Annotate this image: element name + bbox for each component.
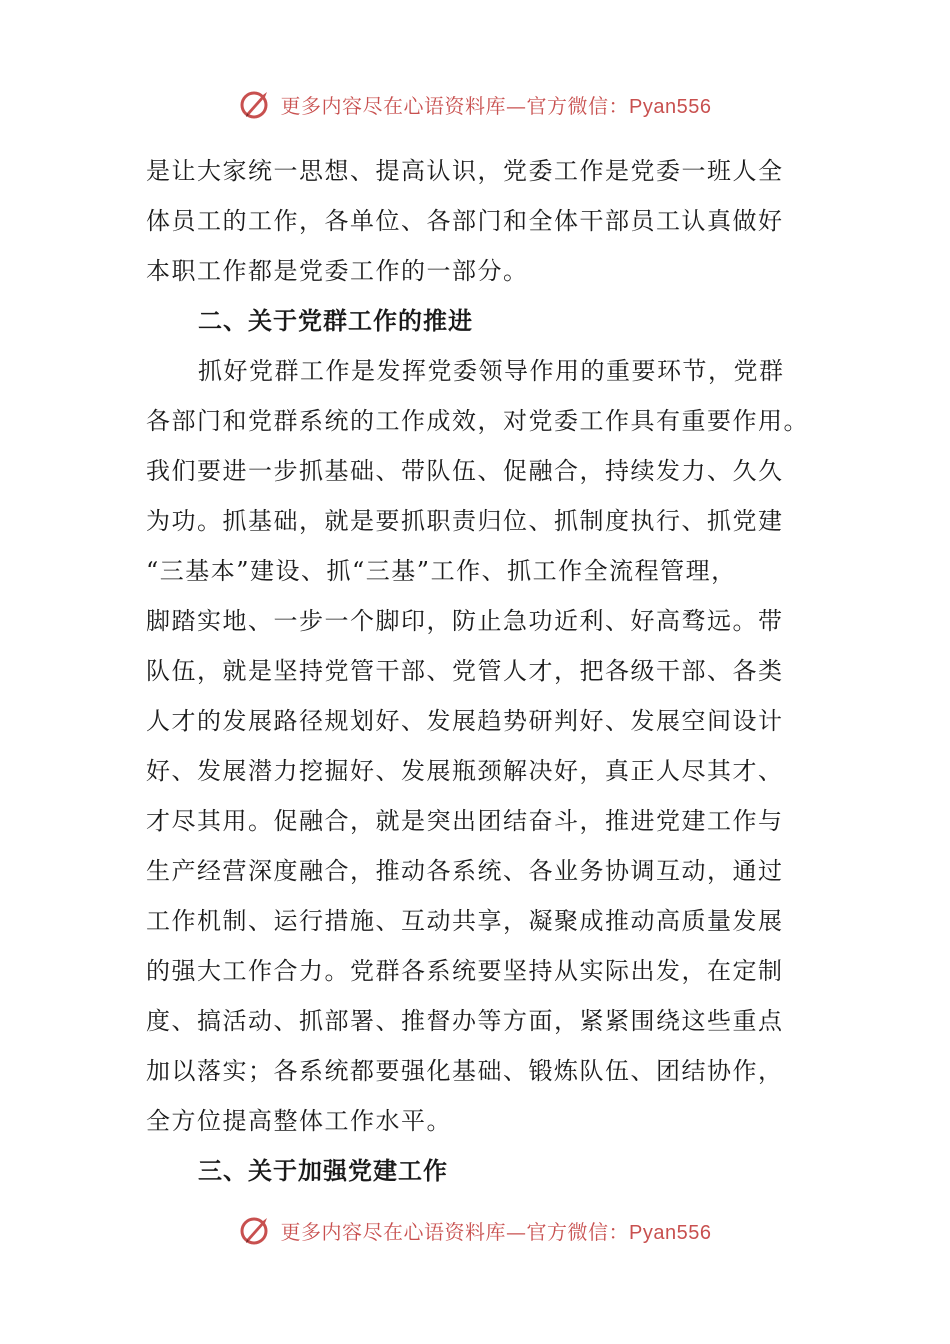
footer-watermark-banner — [0, 1208, 950, 1252]
paragraph-line: 各部门和党群系统的工作成效，对党委工作具有重要作用。 — [146, 407, 809, 435]
paragraph-line: 抓好党群工作是发挥党委领导作用的重要环节，党群 — [198, 357, 785, 385]
paragraph-line: 的强大工作合力。党群各系统要坚持从实际出发，在定制 — [146, 957, 784, 985]
paragraph-line: 脚踏实地、一步一个脚印，防止急功近利、好高骛远。带 — [146, 607, 784, 635]
paragraph-line: 加以落实；各系统都要强化基础、锻炼队伍、团结协作， — [146, 1057, 784, 1085]
paragraph-line: 生产经营深度融合，推动各系统、各业务协调互动，通过 — [146, 857, 784, 885]
paragraph-line: 全方位提高整体工作水平。 — [146, 1107, 452, 1135]
paragraph-line: 人才的发展路径规划好、发展趋势研判好、发展空间设计 — [146, 707, 784, 735]
pen-logo-icon — [239, 1212, 275, 1248]
paragraph-line: 为功。抓基础，就是要抓职责归位、抓制度执行、抓党建 — [146, 507, 784, 535]
watermark-text: 更多内容尽在心语资料库—官方微信：Pyan556 — [280, 1219, 712, 1244]
paragraph-line: 好、发展潜力挖掘好、发展瓶颈解决好，真正人尽其才、 — [146, 757, 784, 785]
paragraph-line: 度、搞活动、抓部署、推督办等方面，紧紧围绕这些重点 — [146, 1007, 784, 1035]
paragraph-line: 是让大家统一思想、提高认识，党委工作是党委一班人全 — [146, 157, 784, 185]
paragraph-line: 体员工的工作，各单位、各部门和全体干部员工认真做好 — [146, 207, 784, 235]
paragraph-line: 才尽其用。促融合，就是突出团结奋斗，推进党建工作与 — [146, 807, 784, 835]
paragraph-line: 本职工作都是党委工作的一部分。 — [146, 257, 529, 285]
section-heading-2: 二、关于党群工作的推进 — [198, 306, 473, 335]
paragraph-line: 队伍，就是坚持党管干部、党管人才，把各级干部、各类 — [146, 657, 784, 685]
watermark-text: 更多内容尽在心语资料库—官方微信：Pyan556 — [280, 93, 712, 118]
paragraph-line: “三基本”建设、抓“三基”工作、抓工作全流程管理， — [146, 557, 737, 585]
header-watermark-banner — [0, 82, 950, 126]
paragraph-line: 我们要进一步抓基础、带队伍、促融合，持续发力、久久 — [146, 457, 784, 485]
document-body — [146, 146, 809, 1196]
paragraph-line: 工作机制、运行措施、互动共享，凝聚成推动高质量发展 — [146, 907, 784, 935]
pen-logo-icon — [239, 86, 275, 122]
section-heading-3: 三、关于加强党建工作 — [198, 1156, 448, 1185]
